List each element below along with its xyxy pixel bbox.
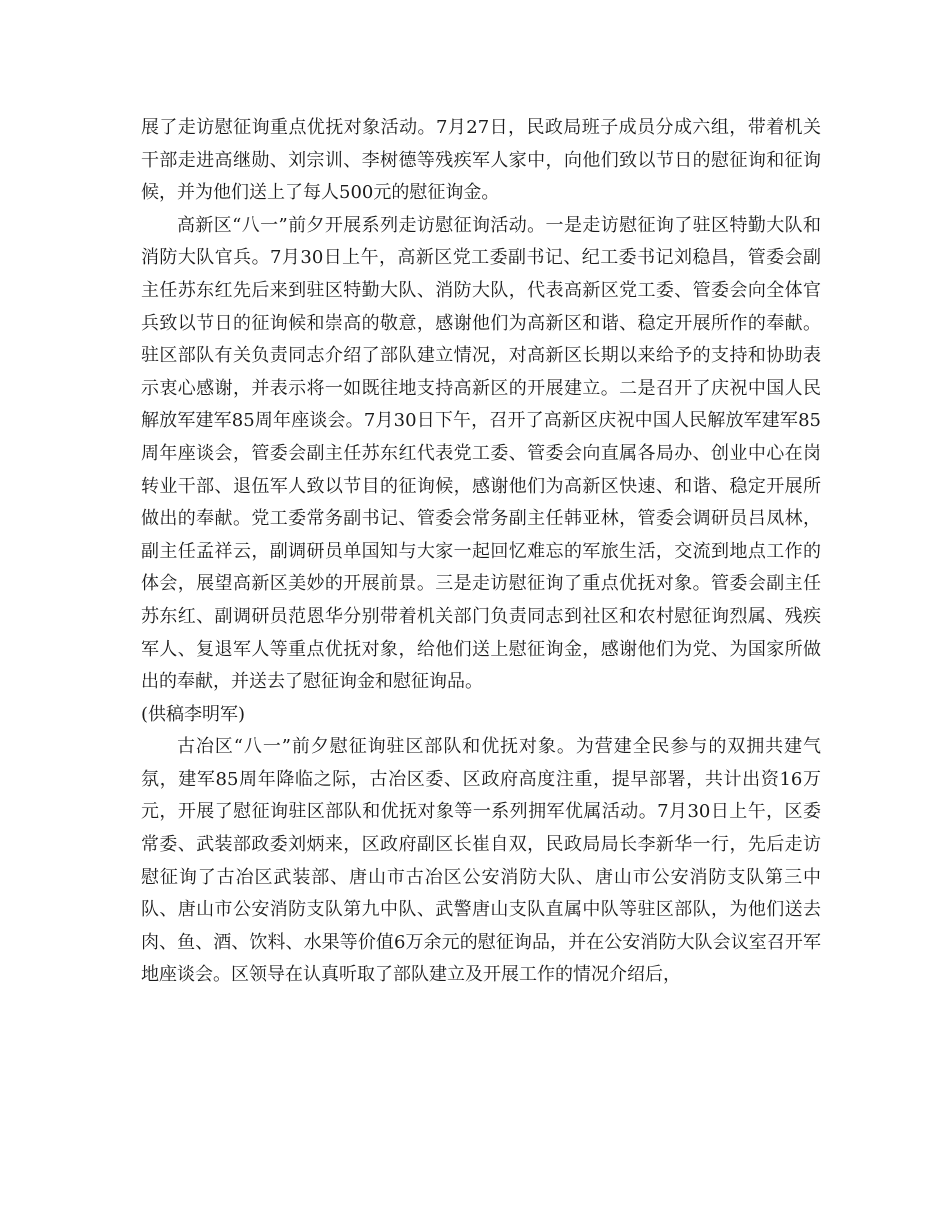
paragraph-contributor-credit: (供稿李明军) bbox=[141, 703, 246, 725]
paragraph-visit-disabled-veterans: 展了走访慰征询重点优抚对象活动。7月27日，民政局班子成员分成六组，带着机关干部走进高继勋、刘宗训、李树德等残疾军人家中，向他们致以节日的慰征询和征询候，并为他们送上了每人500元的慰征询金。 bbox=[141, 117, 821, 204]
paragraph-high-tech-zone-activities: 高新区“八一”前夕开展系列走访慰征询活动。一是走访慰征询了驻区特勤大队和消防大队官兵。7月30日上午，高新区党工委副书记、纪工委书记刘稳昌，管委会副主任苏东红先后来到驻区特勤大队、消防大队，代表高新区党工委、管委会向全体官兵致以节日的征询候和崇高的敬意，感谢他们为高新区和谐、稳定开展所作的奉献。驻区部队有关负责同志介绍了部队建立情况，对高新区长期以来给予的支持和协助表示衷心感谢，并表示将一如既往地支持高新区的开展建立。二是召开了庆祝中国人民解放军建军85周年座谈会。7月30日下午，召开了高新区庆祝中国人民解放军建军85周年座谈会，管委会副主任苏东红代表党工委、管委会向直属各局办、创业中心在岗转业干部、退伍军人致以节目的征询候，感谢他们为高新区快速、和谐、稳定开展所做出的奉献。党工委常务副书记、管委会常务副主任韩亚林，管委会调研员吕凤林，副主任孟祥云，副调研员单国知与大家一起回忆难忘的军旅生活，交流到地点工作的体会，展望高新区美妙的开展前景。三是走访慰征询了重点优抚对象。管委会副主任苏东红、副调研员范恩华分别带着机关部门负责同志到社区和农村慰征询烈属、残疾军人、复退军人等重点优抚对象，给他们送上慰征询金，感谢他们为党、为国家所做出的奉献，并送去了慰征询金和慰征询品。 bbox=[141, 214, 821, 693]
paragraph-guye-district-activities: 古冶区“八一”前夕慰征询驻区部队和优抚对象。为营建全民参与的双拥共建气氛，建军85周年降临之际，古冶区委、区政府高度注重，提早部署，共计出资16万元，开展了慰征询驻区部队和优抚对象等一系列拥军优属活动。7月30日上午，区委常委、武装部政委刘炳来，区政府副区长崔自双，民政局局长李新华一行，先后走访慰征询了古冶区武装部、唐山市古冶区公安消防大队、唐山市公安消防支队第三中队、唐山市公安消防支队第九中队、武警唐山支队直属中队等驻区部队，为他们送去肉、鱼、酒、饮料、水果等价值6万余元的慰征询品，并在公安消防大队会议室召开军地座谈会。区领导在认真听取了部队建立及开展工作的情况介绍后， bbox=[141, 736, 821, 986]
document-page bbox=[141, 112, 821, 992]
